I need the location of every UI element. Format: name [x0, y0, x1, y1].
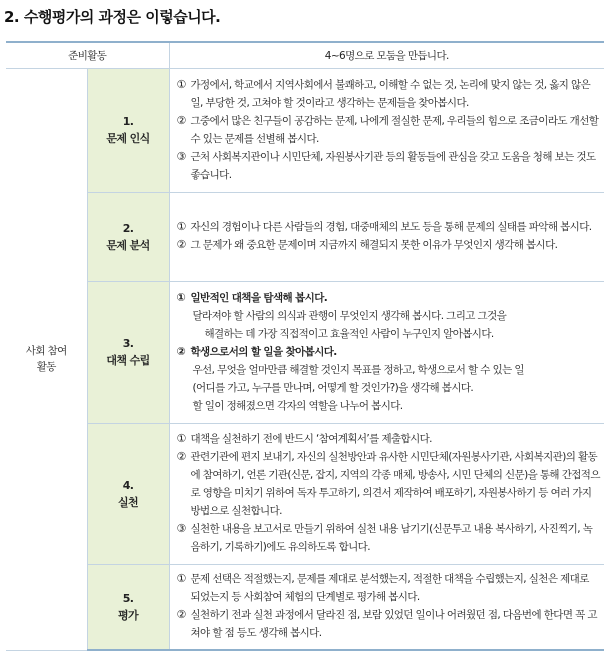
text-line: 할 일이 정해졌으면 각자의 역할을 나누어 봅시다.	[192, 399, 403, 412]
stage-name: 대책 수립	[106, 354, 150, 367]
page-title: 2. 수행평가의 과정은 이렇습니다.	[4, 8, 221, 26]
list-item: ③ 근처 사회복지관이나 시민단체, 자원봉사기관 등의 활동들에 관심을 갖고 도움을 청해 보는 것도 좋습니다.	[176, 149, 596, 181]
prep-label: 준비활동	[6, 42, 169, 68]
stage-content	[169, 564, 604, 650]
text-line: (어디를 가고, 누구를 만나며, 어떻게 할 것인가?)을 생각해 봅시다.	[192, 381, 474, 394]
list-item: ① 문제 선택은 적절했는지, 문제를 제대로 분석했는지, 적절한 대책을 수립했는지, 실천은 제대로 되었는지 등 사회참여 체험의 단계별로 평가해 봅시다.	[176, 572, 589, 604]
stage-name: 평가	[117, 608, 139, 622]
stage-label	[87, 281, 169, 423]
text-line: 달라져야 할 사람의 의식과 관행이 무엇인지 생각해 봅시다. 그리고 그것을	[192, 309, 507, 322]
list-item: ① 가정에서, 학교에서 지역사회에서 불쾌하고, 이해할 수 없는 것, 논리에 맞지 않는 것, 옳지 않은 일, 부당한 것, 고쳐야 할 것이라고 생각하는 문제들을 찾아봅시다.	[176, 77, 591, 109]
list-item: ② 그 문제가 왜 중요한 문제이며 지금까지 해결되지 못한 이유가 무엇인지 생각해 봅시다.	[176, 238, 558, 251]
stage-label	[87, 564, 169, 650]
activity-label-text: 사회 참여 활동	[25, 345, 67, 373]
stage-row	[6, 192, 604, 281]
stage-name: 문제 분석	[106, 238, 150, 252]
list-item: ② 관련기관에 편지 보내기, 자신의 실천방안과 유사한 시민단체(자원봉사기관, 사회복지관)의 활동에 참여하기, 언론 기관(신문, 잡지, 지역의 각종 매체, 방송사, 시민 단체의 신문)을 통해 간접적으로 영향을 미치기 위하여 독자 투고하기, 의견서 제작하여 배포하기, 자원봉사하기 등 여러 가지 방법으로 실천합니다.	[176, 450, 600, 517]
list-item-heading: ① 일반적인 대책을 탐색해 봅시다.	[176, 290, 328, 304]
stage-number: 4.	[122, 478, 134, 492]
text-line: 해결하는 데 가장 직접적이고 효율적인 사람이 누구인지 알아봅시다.	[204, 327, 494, 340]
list-item: ③ 실천한 내용을 보고서로 만들기 위하여 실천 내용 남기기(신문투고 내용 복사하기, 사진찍기, 녹음하기, 기록하기)에도 유의하도록 합니다.	[176, 522, 593, 553]
stage-number: 2.	[122, 221, 134, 235]
stage-content	[169, 68, 604, 192]
list-item: ② 실천하기 전과 실천 과정에서 달라진 점, 보람 있었던 일이나 어려웠던 점, 다음번에 한다면 꼭 고쳐야 할 점 등도 생각해 봅시다.	[176, 608, 597, 640]
list-item: ① 자신의 경험이나 다른 사람들의 경험, 대중매체의 보도 등을 통해 문제의 실태를 파악해 봅시다.	[176, 220, 592, 233]
stage-content	[169, 423, 604, 564]
stage-number: 3.	[122, 337, 134, 350]
stage-label	[87, 68, 169, 192]
stage-content	[169, 192, 604, 281]
stage-content	[169, 281, 604, 423]
stage-row	[6, 281, 604, 423]
list-item: ① 대책을 실천하기 전에 반드시 ‘참여계획서’를 제출합시다.	[176, 432, 432, 445]
activity-label	[6, 68, 87, 650]
stage-row	[6, 423, 604, 564]
stage-row	[6, 564, 604, 650]
prep-row	[6, 42, 604, 68]
list-item-heading: ② 학생으로서의 할 일을 찾아봅시다.	[176, 344, 337, 358]
stage-row	[6, 68, 604, 192]
stage-number: 1.	[122, 115, 134, 128]
list-item: ② 그중에서 많은 친구들이 공감하는 문제, 나에게 절실한 문제, 우리들의 힘으로 조금이라도 개선할 수 있는 문제를 선별해 봅시다.	[176, 113, 599, 145]
stage-name: 문제 인식	[106, 132, 150, 145]
text-line: 우선, 무엇을 얼마만큼 해결할 것인지 목표를 정하고, 학생으로서 할 수 있는 일	[192, 363, 524, 376]
prep-value: 4~6명으로 모둠을 만듭니다.	[169, 42, 604, 68]
process-table	[6, 41, 604, 651]
stage-label	[87, 423, 169, 564]
stage-number: 5.	[122, 591, 134, 605]
stage-name: 실천	[117, 495, 139, 509]
stage-label	[87, 192, 169, 281]
